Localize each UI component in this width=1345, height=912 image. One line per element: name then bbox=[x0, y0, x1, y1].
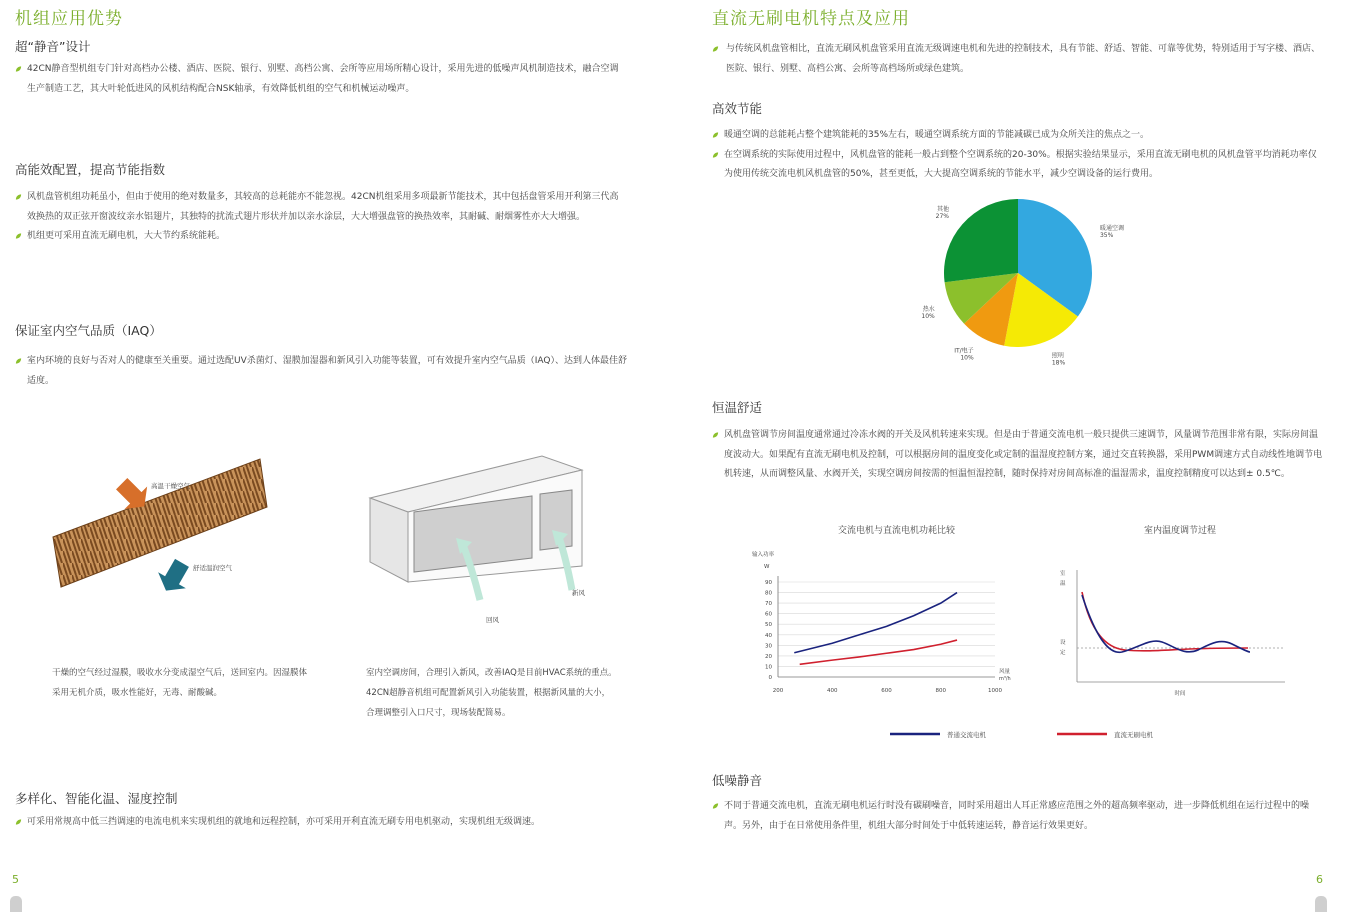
section-heading-control: 多样化、智能化温、湿度控制 bbox=[15, 791, 178, 806]
leaf-bullet-icon bbox=[15, 818, 22, 826]
leaf-bullet-icon bbox=[712, 131, 719, 139]
temperature-process-chart bbox=[1050, 520, 1300, 700]
left-page-title: 机组应用优势 bbox=[15, 9, 123, 29]
bullet-text: 与传统风机盘管相比，直流无刷风机盘管采用直流无级调速电机和先进的控制技术，具有节能、舒适、智能、可靠等优势，特别适用于写字楼、酒店、医院、银行、别墅、高档公寓、会所等高档场所或绿色建筑。 bbox=[726, 44, 1321, 74]
chart2-ylabel-top: 温 bbox=[1060, 581, 1066, 587]
pie-label-3: IT/电子 bbox=[954, 347, 974, 355]
section-heading-comfort: 恒温舒适 bbox=[712, 400, 763, 415]
bullet-text: 暖通空调的总能耗占整个建筑能耗的35%左右，暖通空调系统方面的节能减碳已成为众所关注的焦点之一。 bbox=[724, 130, 1150, 140]
leaf-bullet-icon bbox=[712, 151, 719, 159]
section-energy-text bbox=[712, 126, 1324, 185]
section-heading-iaq: 保证室内空气品质（IAQ） bbox=[15, 323, 162, 338]
bullet-text: 在空调系统的实际使用过程中，风机盘管的能耗一般占到整个空调系统的20-30%。根据实验结果显示，采用直流无刷电机的风机盘管平均消耗功率仅为使用传统交流电机风机盘管的50%，甚至更低，大大提高空调系统的节能水平，减少空调设备的运行费用。 bbox=[724, 149, 1317, 179]
chart1-xtick: 1000 bbox=[988, 688, 1002, 694]
chart1-ytick: 60 bbox=[765, 611, 772, 618]
legend-dc-label: 直流无刷电机 bbox=[1114, 731, 1153, 739]
energy-pie-chart bbox=[900, 195, 1160, 365]
pie-value-3: 10% bbox=[960, 354, 974, 362]
chart2-ylabel-top: 室 bbox=[1060, 571, 1066, 577]
page-tab-right bbox=[1315, 896, 1327, 912]
chart1-ytick: 40 bbox=[765, 632, 772, 639]
section-quiet-noise-text bbox=[712, 797, 1324, 836]
bullet-item bbox=[712, 40, 1324, 79]
figure-caption-humidifier: 干燥的空气经过湿膜，吸收水分变成湿空气后，送回室内。因湿膜体采用无机介质，吸水性能好，无毒、耐酸碱。 bbox=[52, 668, 308, 698]
bullet-item bbox=[712, 126, 1324, 146]
chart1-ytick: 20 bbox=[765, 653, 772, 660]
pie-label-1: 暖通空调 bbox=[1099, 225, 1124, 233]
fresh-air-label: 新风 bbox=[572, 589, 585, 597]
intro-text bbox=[712, 40, 1324, 79]
legend-ac-label: 普通交流电机 bbox=[947, 731, 986, 739]
leaf-bullet-icon bbox=[15, 193, 22, 201]
pie-value-2: 18% bbox=[1051, 359, 1066, 365]
bullet-item bbox=[712, 146, 1324, 185]
leaf-bullet-icon bbox=[15, 357, 22, 365]
pie-label-4: 热水 bbox=[922, 306, 935, 314]
chart2-ylabel-mid: 设 bbox=[1060, 640, 1066, 646]
bullet-text: 风机盘管机组功耗虽小，但由于使用的绝对数量多，其较高的总耗能亦不能忽视。42CN机组采用多项最新节能技术，其中包括盘管采用开利第三代高效换热的双正弦开窗波纹亲水铝翅片，其独特的扰流式翅片形状并加以亲水涂层，大大增强盘管的换热效率，其耐碱、耐烟雾性亦大大增强。 bbox=[27, 192, 619, 222]
section-efficiency-text bbox=[15, 188, 627, 247]
page-number-right: 6 bbox=[1316, 873, 1323, 886]
leaf-bullet-icon bbox=[712, 45, 719, 53]
figure-caption-fresh-air: 室内空调房间，合理引入新风，改善IAQ是目前HVAC系统的重点。42CN超静音机组可配置新风引入功能装置，根据新风量的大小，合理调整引入口尺寸，现场装配简易。 bbox=[366, 668, 617, 718]
cool-air-arrow-icon bbox=[152, 555, 196, 595]
bullet-text: 风机盘管调节房间温度通常通过冷冻水阀的开关及风机转速来实现。但是由于普通交流电机一般只提供三速调节，风量调节范围非常有限，实际房间温度波动大。如果配有直流无刷电机及控制，可以根据房间的温度变化或定制的温湿度控制方案，通过交直转换器，采用PWM调速方式自动线性地调节电机转速，从而调整风量、水阀开关，实现空调房间按需的恒温恒湿控制，随时保持对房间高标准的温湿需求，温度控制精度可以达到± 0.5℃。 bbox=[724, 430, 1323, 479]
chart1-xtick: 600 bbox=[881, 688, 892, 694]
section-heading-energy: 高效节能 bbox=[712, 101, 763, 116]
section-heading-quiet: 超“静音”设计 bbox=[15, 39, 91, 54]
chart1-xtick: 200 bbox=[772, 688, 784, 694]
chart1-xtick: 800 bbox=[935, 688, 946, 694]
leaf-bullet-icon bbox=[15, 65, 22, 73]
chart1-series-1 bbox=[794, 593, 957, 653]
pie-value-1: 35% bbox=[1099, 232, 1114, 240]
bullet-item bbox=[15, 60, 627, 99]
leaf-bullet-icon bbox=[15, 232, 22, 240]
chart1-xlabel: 风量 bbox=[999, 669, 1011, 675]
section-heading-quiet-noise: 低噪静音 bbox=[712, 773, 763, 788]
bullet-item bbox=[15, 813, 627, 833]
pie-value-5: 27% bbox=[935, 213, 949, 221]
chart1-ytick: 70 bbox=[765, 601, 772, 608]
chart1-series-2 bbox=[800, 640, 957, 664]
bullet-text: 42CN静音型机组专门针对高档办公楼、酒店、医院、银行、别墅、高档公寓、会所等应用场所精心设计，采用先进的低噪声风机制造技术，融合空调生产制造工艺，其大叶轮低进风的风机结构配合NSK轴承，有效降低机组的空气和机械运动噪声。 bbox=[27, 64, 619, 94]
hot-air-label: 高温干燥空气 bbox=[151, 482, 190, 490]
leaf-bullet-icon bbox=[712, 802, 719, 810]
chart1-ytick: 80 bbox=[765, 590, 772, 597]
chart1-title: 交流电机与直流电机功耗比较 bbox=[837, 526, 956, 536]
chart1-ylabel: 输入功率 bbox=[752, 552, 775, 558]
chart2-title: 室内温度调节过程 bbox=[1143, 526, 1217, 536]
bullet-text: 机组更可采用直流无刷电机，大大节约系统能耗。 bbox=[27, 231, 226, 241]
chart1-ytick: 10 bbox=[765, 664, 772, 671]
bullet-item bbox=[712, 797, 1324, 836]
right-page-title: 直流无刷电机特点及应用 bbox=[712, 9, 910, 29]
section-heading-efficiency: 高能效配置，提高节能指数 bbox=[15, 162, 166, 177]
chart1-xtick: 400 bbox=[827, 688, 838, 694]
bullet-text: 室内环境的良好与否对人的健康至关重要。通过选配UV杀菌灯、湿膜加湿器和新风引入功能等装置，可有效提升室内空气品质（IAQ）、达到人体最佳舒适度。 bbox=[27, 356, 627, 386]
chart1-yunit: W bbox=[764, 564, 770, 570]
section-control-text bbox=[15, 813, 627, 833]
chart1-xunit: m³/h bbox=[999, 676, 1011, 682]
return-air-label: 回风 bbox=[486, 616, 499, 624]
section-iaq-text bbox=[15, 352, 627, 391]
power-comparison-chart bbox=[740, 520, 1040, 700]
chart2-xlabel: 时间 bbox=[1174, 691, 1186, 697]
bullet-item bbox=[712, 426, 1324, 485]
humidifier-membrane-illustration bbox=[45, 455, 275, 595]
pie-label-5: 其他 bbox=[936, 206, 949, 214]
fan-coil-unit-illustration bbox=[360, 450, 610, 630]
chart2-ylabel-mid: 定 bbox=[1060, 650, 1066, 656]
section-quiet-text bbox=[15, 60, 627, 99]
bullet-item bbox=[15, 227, 627, 247]
chart1-ytick: 90 bbox=[765, 580, 772, 586]
bullet-item bbox=[15, 352, 627, 391]
page-number-left: 5 bbox=[12, 873, 19, 886]
bullet-item bbox=[15, 188, 627, 227]
page-tab-left bbox=[10, 896, 22, 912]
cool-air-label: 舒适温润空气 bbox=[193, 564, 232, 572]
bullet-text: 可采用常规高中低三挡调速的电流电机来实现机组的就地和远程控制，亦可采用开利直流无刷专用电机驱动，实现机组无级调速。 bbox=[27, 817, 541, 827]
chart1-ytick: 0 bbox=[768, 675, 772, 681]
chart-legend bbox=[885, 725, 1185, 743]
chart1-ytick: 30 bbox=[765, 643, 772, 650]
bullet-text: 不同于普通交流电机，直流无刷电机运行时没有碳刷噪音，同时采用超出人耳正常感应范围之外的超高频率驱动，进一步降低机组在运行过程中的噪声。另外，由于在日常使用条件里，机组大部分时间处于中低转速运转，静音运行效果更好。 bbox=[724, 801, 1310, 831]
leaf-bullet-icon bbox=[712, 431, 719, 439]
pie-label-2: 照明 bbox=[1051, 352, 1064, 360]
section-comfort-text bbox=[712, 426, 1324, 485]
pie-slice-5 bbox=[944, 199, 1018, 282]
pie-value-4: 10% bbox=[921, 313, 935, 321]
chart1-ytick: 50 bbox=[765, 622, 772, 629]
